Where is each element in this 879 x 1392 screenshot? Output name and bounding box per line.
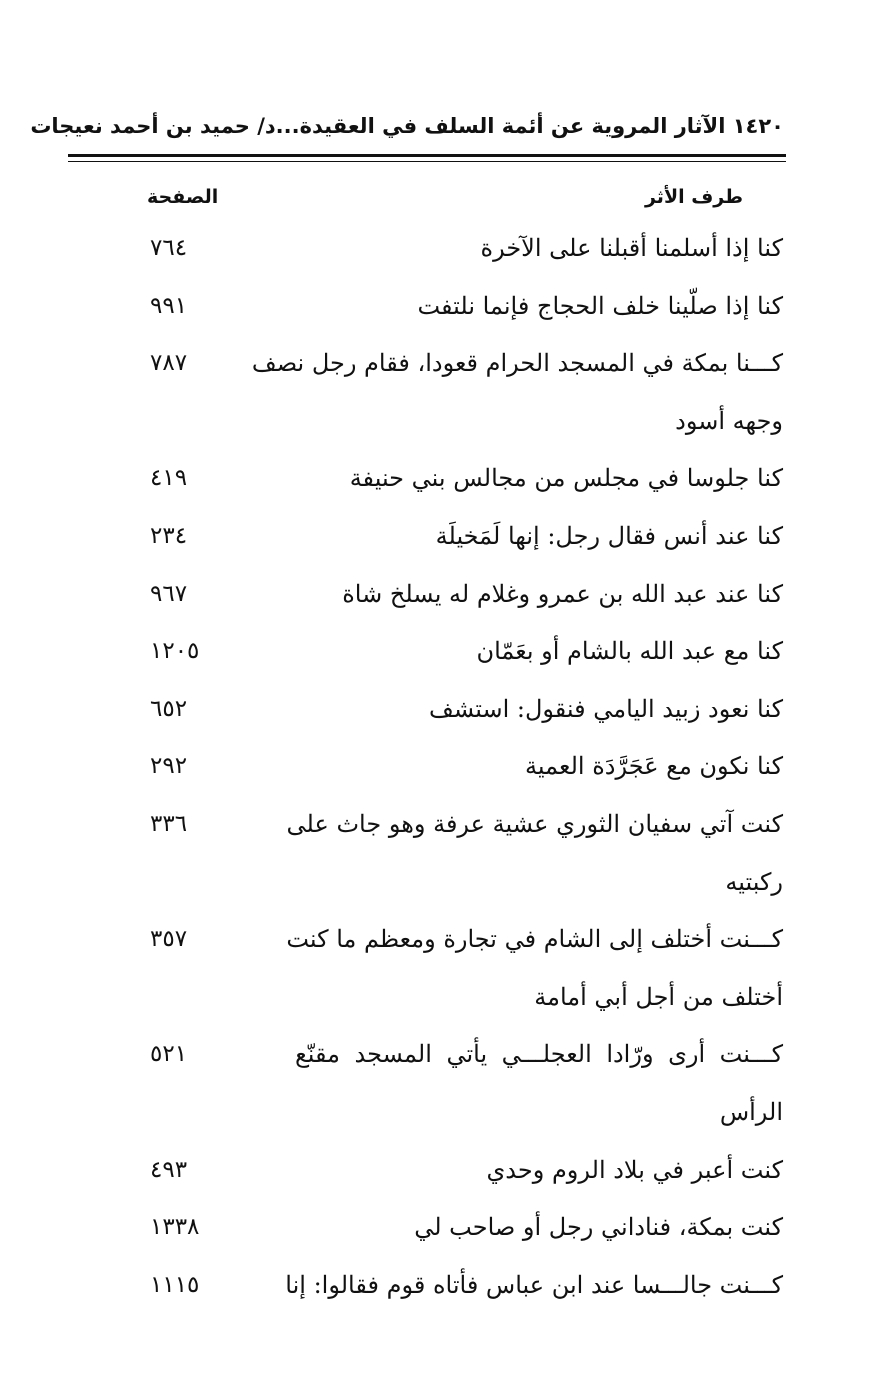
entry-row — [0, 856, 879, 914]
entry-page: ٧٨٧ — [150, 350, 188, 377]
entry-row — [0, 1144, 879, 1202]
column-heading-page: الصفحة — [147, 186, 219, 208]
entry-row — [0, 971, 879, 1029]
entry-text: كنت أعبر في بلاد الروم وحدي — [486, 1155, 783, 1184]
index-entries — [0, 222, 879, 1316]
entry-page: ٩٩١ — [150, 292, 188, 319]
entry-text: كنا جلوسا في مجلس من مجالس بني حنيفة — [349, 464, 783, 493]
entry-page: ٤١٩ — [150, 465, 188, 492]
entry-page: ٢٣٤ — [150, 522, 188, 549]
entry-text: الرأس — [719, 1097, 783, 1126]
entry-page — [150, 971, 220, 1029]
entry-row — [0, 510, 879, 568]
entry-row — [0, 568, 879, 626]
entry-row — [0, 1086, 879, 1144]
entry-text: كـــنت أختلف إلى الشام في تجارة ومعظم ما كنت — [286, 925, 783, 954]
running-header: ١٤٢٠ الآثار المروية عن أئمة السلف في العقيدة...د/ حميد بن أحمد نعيجات — [30, 114, 784, 138]
entry-text: كنا نعود زبيد اليامي فنقول: استشف — [428, 694, 783, 723]
entry-row — [0, 222, 879, 280]
entry-row — [0, 395, 879, 453]
entry-page: ٧٦٤ — [150, 235, 188, 261]
entry-page: ١١١٥ — [150, 1271, 200, 1298]
entry-text: أختلف من أجل أبي أمامة — [534, 982, 783, 1011]
entry-text: كـــنا بمكة في المسجد الحرام قعودا، فقام رجل نصف — [251, 349, 783, 378]
entry-page: ٦٥٢ — [150, 695, 188, 722]
entry-row — [0, 1201, 879, 1259]
entry-row — [0, 625, 879, 683]
entry-text: كنا عند أنس فقال رجل: إنها لَمَخيلَة — [435, 521, 783, 550]
entry-row — [0, 337, 879, 395]
entry-row — [0, 1028, 879, 1086]
entry-text: كنا مع عبد الله بالشام أو بعَمّان — [476, 637, 783, 666]
entry-row — [0, 1259, 879, 1317]
entry-text: كـــنت أرى ورّادا العجلـــي يأتي المسجد مقنّع — [295, 1040, 783, 1069]
entry-page: ٥٢١ — [150, 1041, 188, 1068]
entry-text: كنت بمكة، فناداني رجل أو صاحب لي — [414, 1213, 783, 1242]
entry-page: ٣٥٧ — [150, 926, 188, 953]
entry-text: وجهه أسود — [675, 406, 783, 435]
entry-page: ١٣٣٨ — [150, 1214, 200, 1241]
entry-page: ٩٦٧ — [150, 580, 188, 607]
entry-page — [150, 1086, 220, 1144]
entry-row — [0, 452, 879, 510]
header-rule-thick — [68, 154, 786, 157]
entry-page — [150, 856, 220, 914]
entry-row — [0, 683, 879, 741]
entry-text: كـــنت جالـــسا عند ابن عباس فأتاه قوم فقالوا: إنا — [285, 1270, 783, 1299]
entry-row — [0, 740, 879, 798]
entry-page: ٢٩٢ — [150, 753, 188, 780]
entry-text: كنا نكون مع عَجَرَّدَة العمية — [525, 752, 783, 781]
entry-page: ١٢٠٥ — [150, 638, 200, 665]
entry-row — [0, 798, 879, 856]
column-heading-text: طرف الأثر — [644, 186, 743, 208]
entry-text: كنا إذا أسلمنا أقبلنا على الآخرة — [480, 234, 783, 262]
entry-row — [0, 280, 879, 338]
entry-text: كنا إذا صلّينا خلف الحجاج فإنما نلتفت — [417, 291, 783, 320]
entry-page: ٤٩٣ — [150, 1156, 188, 1183]
entry-page: ٣٣٦ — [150, 810, 188, 837]
entry-page — [150, 395, 220, 453]
entry-text: كنت آتي سفيان الثوري عشية عرفة وهو جاث على — [286, 809, 783, 838]
header-rule-thin — [68, 161, 786, 162]
entry-text: ركبتيه — [725, 867, 783, 896]
entry-text: كنا عند عبد الله بن عمرو وغلام له يسلخ شاة — [342, 579, 783, 608]
entry-row — [0, 913, 879, 971]
